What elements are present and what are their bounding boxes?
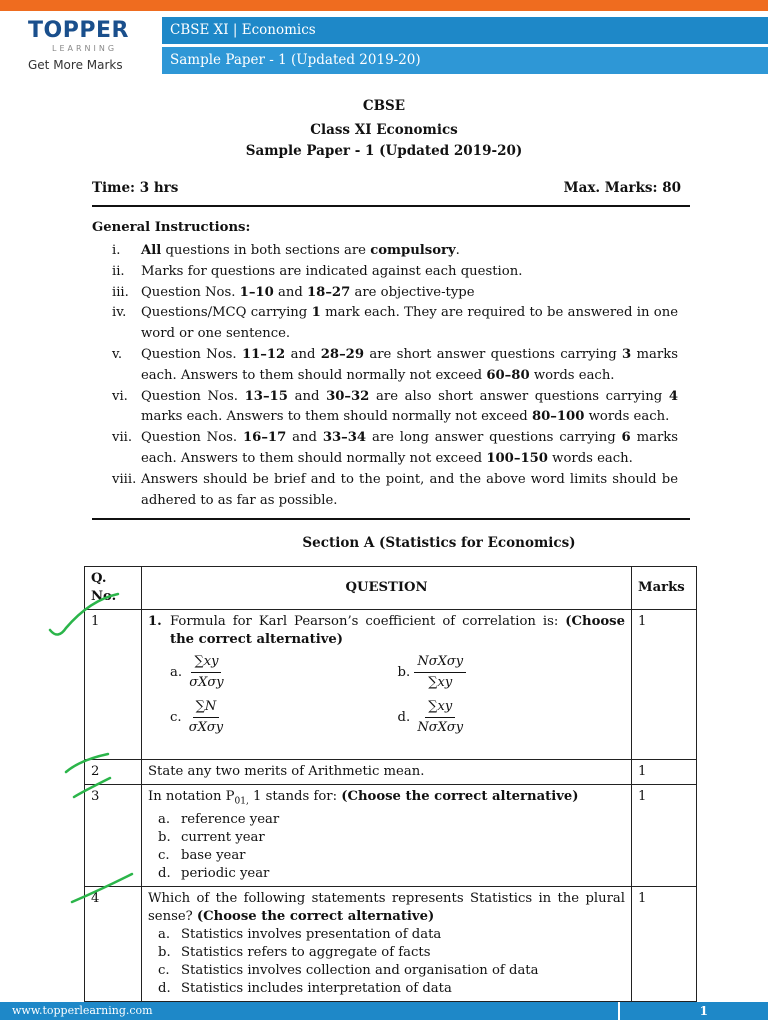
page-footer	[0, 1002, 768, 1020]
col-header-marks: Marks	[632, 567, 697, 610]
option-d: d. $\frac{\sum xy}{\text{NσXσy}}$	[397, 699, 464, 735]
option-c: c. base year	[158, 847, 246, 863]
qno-cell: 2	[85, 760, 142, 785]
marks-cell: 1	[632, 785, 697, 887]
title-class: Class XI Economics	[310, 122, 458, 138]
option-c: c. Statistics involves collection and organisation of data	[158, 962, 539, 978]
question-cell: 1. Formula for Karl Pearson’s coefficient of correlation is: (Choose the correct alternative) a. $\frac{\sum xy}{\text{σXσy}}$ b. $\frac{\text{NσXσy}}{\sum xy}$ c. $\frac{\sum N}{\text{σXσy}}$ d. $\frac{\sum xy}{\text{NσXσy}}$	[142, 610, 632, 760]
marks-cell: 1	[632, 610, 697, 760]
option-c: c. $\frac{\sum N}{\text{σXσy}}$	[170, 699, 224, 735]
table-row	[85, 886, 697, 1001]
section-a-title: Section A (Statistics for Economics)	[302, 535, 576, 551]
instruction-item: vii. Question Nos. 16–17 and 33–34 are long answer questions carrying 6 marks each. Answers to them should normally not exceed 100–150 words each.	[112, 430, 679, 466]
table-row	[85, 610, 697, 760]
question-cell: State any two merits of Arithmetic mean.	[142, 760, 632, 785]
logo-brand-name: TOPPER	[28, 18, 129, 43]
table-row	[85, 760, 697, 785]
logo-brand-sub: LEARNING	[52, 44, 118, 53]
time-allowed: Time: 3 hrs	[92, 180, 179, 196]
instruction-item: iii. Question Nos. 1–10 and 18–27 are objective-type	[112, 284, 475, 300]
instruction-item: i. All questions in both sections are compulsory.	[112, 243, 460, 258]
option-d: d. periodic year	[158, 865, 270, 881]
col-header-question: QUESTION	[142, 567, 632, 610]
option-a: a. reference year	[158, 811, 280, 827]
option-d: d. Statistics includes interpretation of data	[158, 980, 452, 996]
instruction-item: iv. Questions/MCQ carrying 1 mark each. They are required to be answered in one word or one sentence.	[112, 305, 679, 342]
title-board: CBSE	[362, 98, 406, 114]
questions-table	[84, 566, 697, 1002]
col-header-qno: Q. No.	[85, 567, 142, 610]
table-header-row	[85, 567, 697, 610]
title-paper: Sample Paper - 1 (Updated 2019-20)	[245, 143, 523, 159]
option-a: a. Statistics involves presentation of data	[158, 926, 442, 942]
qno-cell: 1	[85, 610, 142, 760]
marks-cell: 1	[632, 760, 697, 785]
page-number: 1	[620, 1002, 768, 1020]
topper-logo	[28, 18, 138, 76]
instructions-list	[92, 241, 678, 511]
instruction-item: v. Question Nos. 11–12 and 28–29 are short answer questions carrying 3 marks each. Answers to them should normally not exceed 60–80 words each.	[112, 346, 678, 383]
instruction-item: viii. Answers should be brief and to the point, and the above word limits should be adhered to as far as possible.	[112, 471, 678, 508]
question-cell: In notation $P_{01,}$ 1 stands for: (Choose the correct alternative) a. reference year b. current year c. base year d. periodic year	[142, 785, 632, 887]
top-accent-bar	[0, 0, 768, 11]
max-marks: Max. Marks: 80	[563, 180, 681, 196]
option-b: b. current year	[158, 829, 265, 845]
option-b: b. Statistics refers to aggregate of facts	[158, 944, 431, 960]
question-cell: Which of the following statements represents Statistics in the plural sense? (Choose the correct alternative) a. Statistics involves presentation of data b. Statistics refers to aggregate of facts c. Statistics involves collection and organisation of data d. Statistics includes interpretation of data	[142, 886, 632, 1001]
divider-top	[92, 205, 690, 207]
table-row	[85, 785, 697, 887]
instruction-item: vi. Question Nos. 13–15 and 30–32 are also short answer questions carrying 4 marks each. Answers to them should normally not exceed 80–100 words each.	[112, 388, 679, 425]
marks-cell: 1	[632, 886, 697, 1001]
instruction-item: ii. Marks for questions are indicated against each question.	[112, 263, 523, 279]
header-course: CBSE XI | Economics	[162, 17, 768, 44]
option-a: a. $\frac{\sum xy}{\text{σXσy}}$	[170, 654, 224, 690]
option-b: b. $\frac{\text{NσXσy}}{\sum xy}$	[398, 653, 626, 692]
qno-cell: 4	[85, 886, 142, 1001]
header-paper: Sample Paper - 1 (Updated 2019-20)	[162, 47, 768, 74]
divider-bottom	[92, 518, 690, 520]
instructions-heading: General Instructions:	[92, 220, 251, 235]
footer-url[interactable]: www.topperlearning.com	[0, 1002, 618, 1020]
logo-tagline: Get More Marks	[28, 58, 123, 72]
qno-cell: 3	[85, 785, 142, 887]
